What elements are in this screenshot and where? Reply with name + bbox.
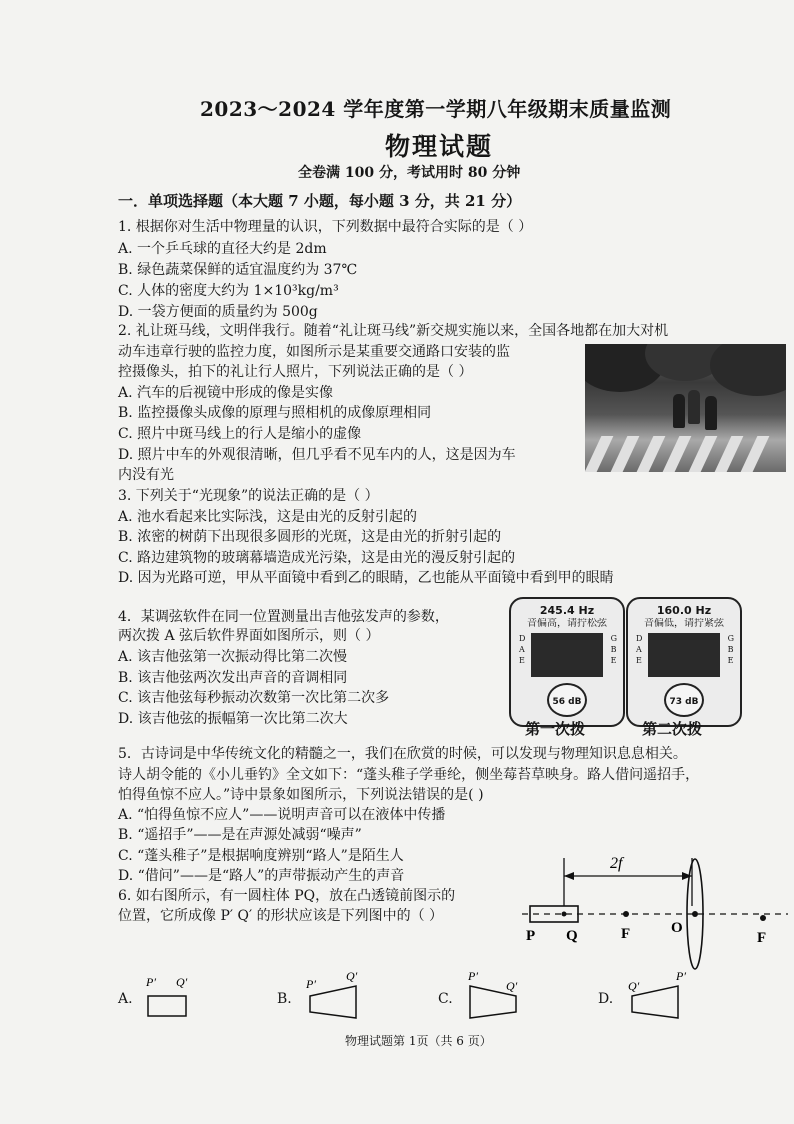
q2-line2: 动车违章行驶的监控力度，如图所示是某重要交通路口安装的监	[118, 344, 510, 360]
label-q-prime: Q′	[506, 979, 518, 993]
q6-line1: 6. 如右图所示，有一圆柱体 PQ，放在凸透镜前图示的	[118, 888, 456, 904]
q5-option-b: B. “遥招手”——是在声源处减弱“噪声”	[118, 827, 362, 843]
q3-option-c: C. 路边建筑物的玻璃幕墙造成光污染，这是由光的漫反射引起的	[118, 550, 516, 566]
label-p-prime: P′	[306, 977, 316, 991]
subject-title: 物理试题	[385, 132, 494, 161]
string-letter: E	[519, 656, 525, 665]
tuner-hint: 音偏高，请拧松弦	[527, 618, 607, 629]
q4-option-a: A. 该吉他弦第一次振动得比第二次慢	[118, 649, 348, 665]
tuner-frequency: 245.4 Hz	[539, 604, 595, 617]
section-heading: 一．单项选择题（本大题 7 小题，每小题 3 分，共 21 分）	[118, 192, 522, 210]
string-letter: E	[727, 656, 734, 665]
q2-option-d-cont: 内没有光	[118, 467, 174, 483]
string-letter: A	[636, 645, 642, 654]
q4-option-b: B. 该吉他弦两次发出声音的音调相同	[118, 670, 348, 686]
q4-option-d: D. 该吉他弦的振幅第一次比第二次大	[118, 711, 348, 727]
tuner-display	[531, 633, 603, 677]
q6-option-c: C.	[438, 991, 453, 1007]
label-q-prime: Q′	[176, 975, 188, 989]
q5-line1: 5．古诗词是中华传统文化的精髓之一，我们在欣赏的时候，可以发现与物理知识息息相关。	[118, 746, 687, 762]
tuner-panel-second	[626, 597, 742, 727]
exam-info: 全卷满 100 分，考试用时 80 分钟	[298, 165, 521, 181]
string-letter: G	[610, 634, 617, 643]
lens-diagram	[520, 852, 790, 974]
q6-line2: 位置，它所成像 P′ Q′ 的形状应该是下列图中的（ ）	[118, 908, 444, 924]
q2-option-a: A. 汽车的后视镜中形成的像是实像	[118, 385, 334, 401]
option-c-shape	[462, 966, 532, 1022]
center-point-dot	[692, 911, 698, 917]
label-q-prime: Q′	[346, 969, 358, 983]
tuner-panel-first	[509, 597, 625, 727]
label-p: P	[526, 928, 536, 944]
tuner-display	[648, 633, 720, 677]
string-letter: D	[519, 634, 526, 643]
string-letter: G	[727, 634, 734, 643]
q3-option-b: B. 浓密的树荫下出现很多圆形的光斑，这是由光的折射引起的	[118, 529, 502, 545]
q5-line3: 怕得鱼惊不应人。”诗中景象如图所示，下列说法错误的是( )	[118, 787, 484, 803]
focal-point-dot	[623, 911, 629, 917]
label-o: O	[671, 920, 683, 936]
q5-line2: 诗人胡令能的《小儿垂钓》全文如下：“蓬头稚子学垂纶，侧坐莓苔草映身。路人借问遥招手，	[118, 767, 700, 783]
focal-point-dot	[562, 912, 567, 917]
option-d-shape	[622, 966, 692, 1022]
string-letter: B	[727, 645, 734, 654]
q2-option-d: D. 照片中车的外观很清晰，但几乎看不见车内的人，这是因为车	[118, 447, 516, 463]
option-b-shape	[302, 966, 372, 1022]
q3-stem: 3. 下列关于“光现象”的说法正确的是（ ）	[118, 488, 379, 504]
string-letter: B	[610, 645, 617, 654]
crosswalk-photo	[585, 344, 786, 472]
label-q-prime: Q′	[628, 979, 640, 993]
label-2f: 2f	[610, 855, 623, 872]
q6-option-d: D.	[598, 991, 614, 1007]
q3-option-d: D. 因为光路可逆，甲从平面镜中看到乙的眼睛，乙也能从平面镜中看到甲的眼睛	[118, 570, 614, 586]
string-letter: E	[610, 656, 617, 665]
q4-line1: 4．某调弦软件在同一位置测量出吉他弦发声的参数，	[118, 609, 449, 625]
label-f: F	[621, 926, 631, 942]
tuner-decibel: 73 dB	[669, 697, 699, 707]
exam-title: 2023～2024 学年度第一学期八年级期末质量监测	[200, 97, 672, 121]
option-a-shape	[142, 972, 202, 1022]
label-p-prime: P′	[146, 975, 156, 989]
tuner-decibel: 56 dB	[552, 697, 582, 707]
q2-option-b: B. 监控摄像头成像的原理与照相机的成像原理相同	[118, 405, 432, 421]
focal-point-dot	[760, 915, 766, 921]
arrowhead-right	[682, 872, 692, 880]
tuner-caption-first: 第一次拨	[525, 720, 586, 738]
q3-option-a: A. 池水看起来比实际浅，这是由光的反射引起的	[118, 509, 418, 525]
q4-line2: 两次拨 A 弦后软件界面如图所示，则（ ）	[118, 628, 380, 644]
q1-option-a: A. 一个乒乓球的直径大约是 2dm	[118, 241, 327, 257]
label-q: Q	[566, 928, 578, 944]
string-letter: E	[636, 656, 642, 665]
image-trapezoid	[310, 986, 356, 1018]
tuner-hint: 音偏低，请拧紧弦	[644, 618, 724, 629]
page-footer: 物理试题第 1页（共 6 页）	[345, 1034, 492, 1048]
label-p-prime: P′	[676, 969, 686, 983]
q6-option-b: B.	[277, 991, 292, 1007]
q1-option-c: C. 人体的密度大约为 1×10³kg/m³	[118, 283, 339, 299]
q5-option-a: A. “怕得鱼惊不应人”——说明声音可以在液体中传播	[118, 807, 446, 823]
q1-stem: 1. 根据你对生活中物理量的认识，下列数据中最符合实际的是（ ）	[118, 219, 533, 235]
q1-option-b: B. 绿色蔬菜保鲜的适宜温度约为 37℃	[118, 262, 358, 278]
label-f-right: F	[757, 930, 767, 946]
q2-option-c: C. 照片中斑马线上的行人是缩小的虚像	[118, 426, 362, 442]
q1-option-d: D. 一袋方便面的质量约为 500g	[118, 304, 318, 320]
arrowhead-left	[564, 872, 574, 880]
tuner-frequency: 160.0 Hz	[656, 604, 712, 617]
tuner-caption-second: 第二次拨	[642, 720, 703, 738]
label-p-prime: P′	[468, 969, 478, 983]
q2-line1: 2. 礼让斑马线，文明伴我行。随着“礼让斑马线”新交规实施以来，全国各地都在加大对机	[118, 323, 669, 339]
q4-option-c: C. 该吉他弦每秒振动次数第一次比第二次多	[118, 690, 390, 706]
string-letter: D	[636, 634, 643, 643]
q2-line3: 控摄像头，拍下的礼让行人照片，下列说法正确的是（ ）	[118, 364, 473, 380]
q5-option-c: C. “蓬头稚子”是根据响度辨别“路人”是陌生人	[118, 848, 404, 864]
q6-option-a: A.	[118, 991, 133, 1007]
image-rectangle	[148, 996, 186, 1016]
string-letter: A	[519, 645, 525, 654]
q5-option-d: D. “借问”——是“路人”的声带振动产生的声音	[118, 868, 405, 884]
